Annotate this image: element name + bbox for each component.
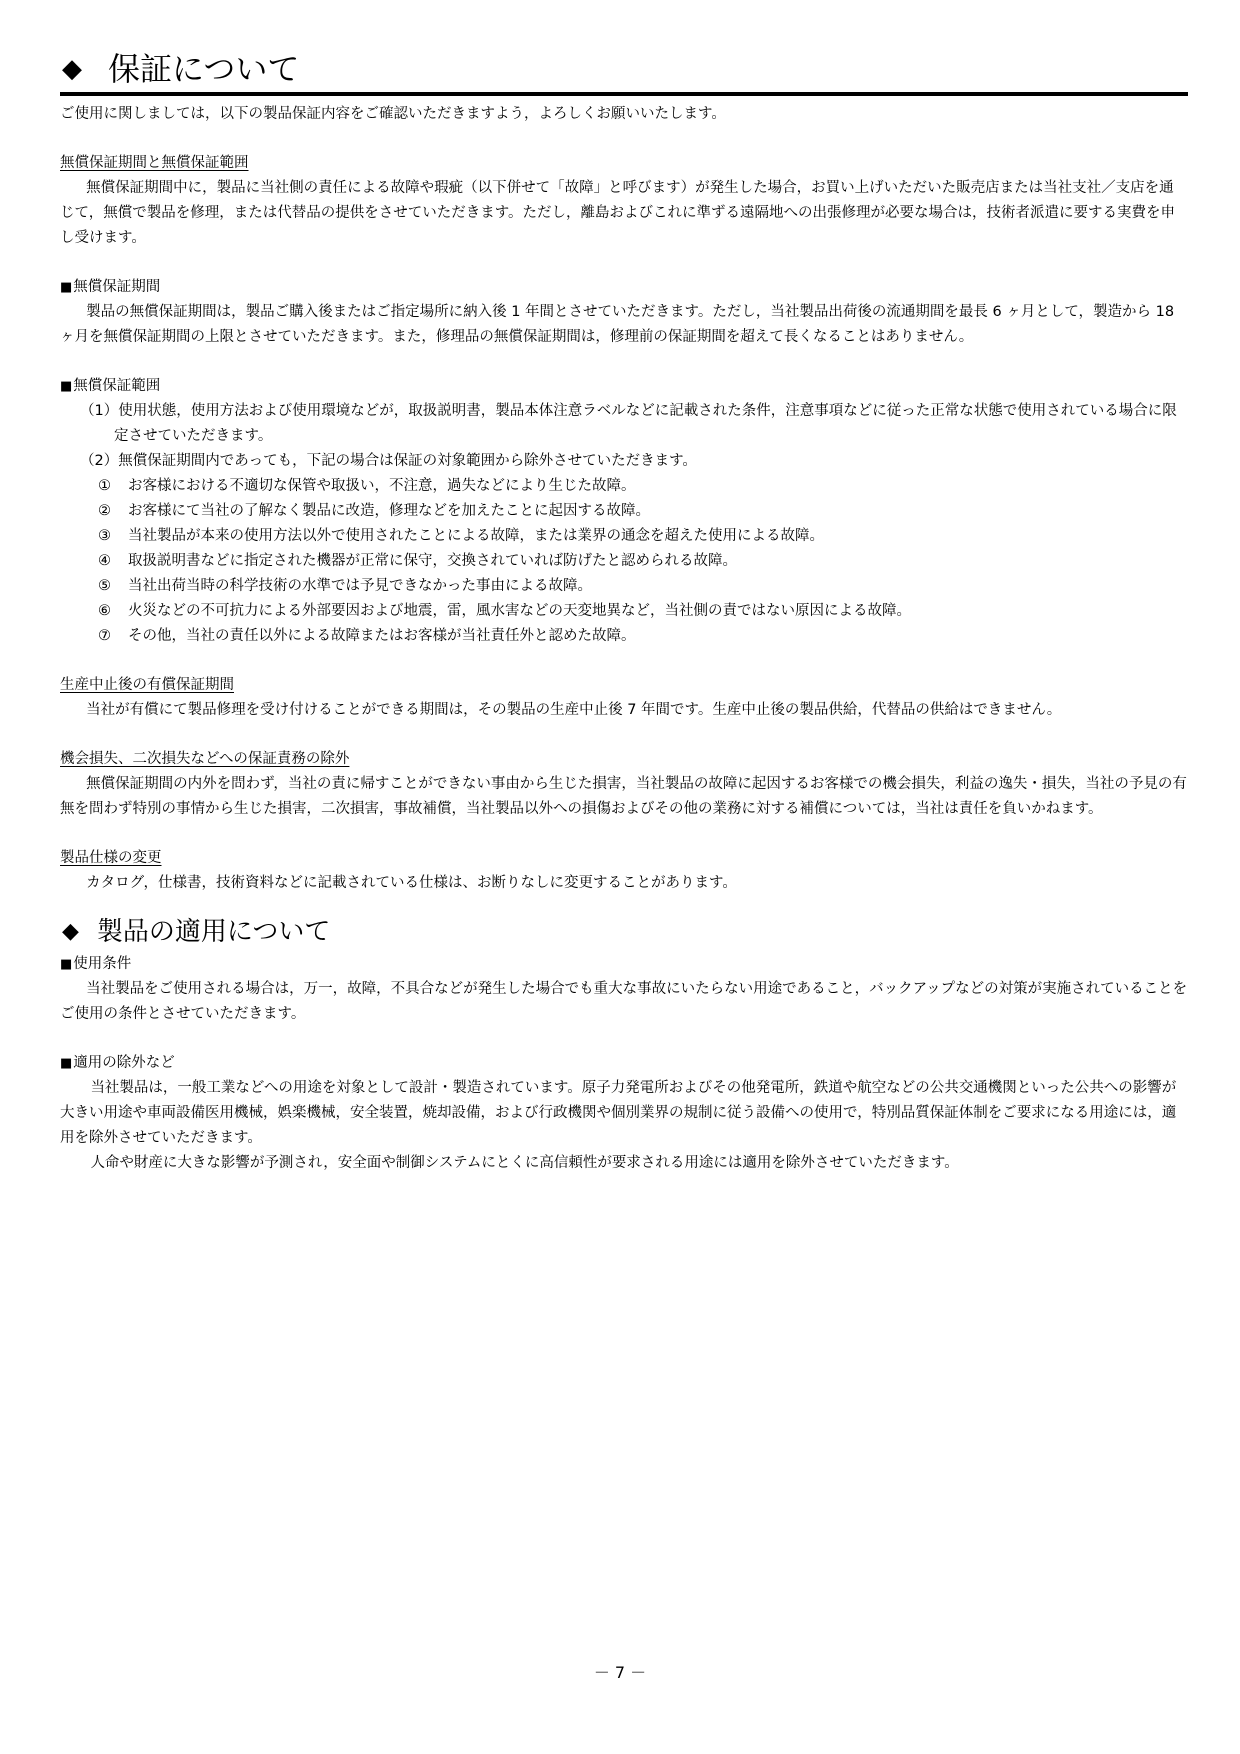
spec-change-body: カタログ，仕様書，技術資料などに記載されている仕様は、お断りなしに変更することがあります。	[86, 875, 737, 891]
liability-exclusion-title: 機会損失、二次損失などへの保証責務の除外	[60, 751, 350, 767]
heading-text: 保証について	[108, 50, 300, 88]
usage-conditions-body: 当社製品をご使用される場合は，万一，故障，不具合などが発生した場合でも重大な事故にいたらない用途であること，バックアップなどの対策が実施されていることをご使用の条件とさせていただきます。	[60, 981, 1188, 1022]
item-text: その他，当社の責任以外による故障またはお客様が当社責任外と認めた故障。	[128, 628, 636, 644]
item-marker: ⑤	[98, 578, 111, 594]
scope-item-2: （2）無償保証期間内であっても，下記の場合は保証の対象範囲から除外させていただきます。	[80, 453, 697, 469]
item-marker: ②	[98, 503, 111, 519]
scope-item-1: （1）使用状態，使用方法および使用環境などが，取扱説明書，製品本体注意ラベルなどに記載された条件，注意事項などに従った正常な状態で使用されている場合に限定させていただきます。	[80, 403, 1177, 444]
subheading-text: 使用条件	[73, 956, 132, 972]
exclusion-item	[60, 474, 1188, 499]
application-exclusion-body-1: 当社製品は，一般工業などへの用途を対象として設計・製造されています。原子力発電所およびその他発電所，鉄道や航空などの公共交通機関といった公共への影響が大きい用途や車両設備医用機械，娯楽機械，安全装置，焼却設備，および行政機関や個別業界の規制に従う設備への使用で，特別品質保証体制をご要求になる用途には，適用を除外させていただきます。	[60, 1080, 1177, 1146]
subheading-text: 無償保証期間	[73, 279, 161, 295]
item-marker: ③	[98, 528, 111, 544]
free-warranty-body: 無償保証期間中に，製品に当社側の責任による故障や瑕疵（以下併せて「故障」と呼びます）が発生した場合，お買い上げいただいた販売店または当社支社／支店を通じて，無償で製品を修理，または代替品の提供をさせていただきます。ただし，離島およびこれに準ずる遠隔地への出張修理が必要な場合は，技術者派遣に要する実費を申し受けます。	[60, 180, 1176, 246]
intro-text: ご使用に関しましては，以下の製品保証内容をご確認いただきますよう，よろしくお願いいたします。	[60, 106, 726, 122]
free-warranty-title: 無償保証期間と無償保証範囲	[60, 155, 249, 171]
diamond-bullet-icon: ◆	[62, 919, 79, 944]
exclusion-item	[60, 624, 1188, 649]
item-text: 当社出荷当時の科学技術の水準では予見できなかった事由による故障。	[128, 578, 592, 594]
item-marker: ①	[98, 478, 111, 494]
item-marker: ⑥	[98, 603, 111, 619]
section-heading-application	[60, 914, 1188, 950]
subheading-text: 無償保証範囲	[73, 378, 161, 394]
item-text: お客様にて当社の了解なく製品に改造，修理などを加えたことに起因する故障。	[128, 503, 650, 519]
free-warranty-period-body: 製品の無償保証期間は，製品ご購入後またはご指定場所に納入後 1 年間とさせていただきます。ただし，当社製品出荷後の流通期間を最長 6 ヶ月として，製造から 18 ヶ月を無償保証期間の上限とさせていただきます。また，修理品の無償保証期間は，修理前の保証期間を超えて長くなることはありません。	[60, 304, 1175, 345]
liability-exclusion-body: 無償保証期間の内外を問わず，当社の責に帰すことができない事由から生じた損害，当社製品の故障に起因するお客様での機会損失，利益の逸失・損失，当社の予見の有無を問わず特別の事情から生じた損害，二次損害，事故補償，当社製品以外への損傷およびその他の業務に対する補償については，当社は責任を負いかねます。	[60, 776, 1187, 817]
spec-change-title: 製品仕様の変更	[60, 850, 162, 866]
paid-warranty-title: 生産中止後の有償保証期間	[60, 677, 234, 693]
item-text: 火災などの不可抗力による外部要因および地震，雷，風水害などの天変地異など，当社側の責ではない原因による故障。	[128, 603, 911, 619]
paid-warranty-body: 当社が有償にて製品修理を受け付けることができる期間は，その製品の生産中止後 7 年間です。生産中止後の製品供給，代替品の供給はできません。	[86, 702, 1062, 718]
free-warranty-scope-title	[60, 374, 1188, 399]
heading-text: 製品の適用について	[96, 917, 331, 947]
diamond-bullet-icon: ◆	[62, 54, 82, 84]
subheading-text: 適用の除外など	[73, 1055, 175, 1071]
usage-conditions-title	[60, 952, 1188, 977]
free-warranty-period-title	[60, 275, 1188, 300]
exclusion-item	[60, 574, 1188, 599]
section-heading-warranty	[60, 46, 1188, 96]
item-text: 取扱説明書などに指定された機器が正常に保守，交換されていれば防げたと認められる故障。	[128, 553, 737, 569]
exclusion-item	[60, 599, 1188, 624]
exclusion-item	[60, 499, 1188, 524]
exclusion-item	[60, 524, 1188, 549]
exclusion-item	[60, 549, 1188, 574]
page-number: － 7 －	[593, 1663, 647, 1682]
item-marker: ⑦	[98, 628, 111, 644]
item-marker: ④	[98, 553, 111, 569]
document-page	[60, 46, 1188, 1176]
application-exclusion-title	[60, 1051, 1188, 1076]
item-text: 当社製品が本来の使用方法以外で使用されたことによる故障，または業界の通念を超えた使用による故障。	[128, 528, 824, 544]
item-text: お客様における不適切な保管や取扱い，不注意，過失などにより生じた故障。	[128, 478, 636, 494]
application-exclusion-body-2: 人命や財産に大きな影響が予測され，安全面や制御システムにとくに高信頼性が要求される用途には適用を除外させていただきます。	[90, 1155, 959, 1171]
